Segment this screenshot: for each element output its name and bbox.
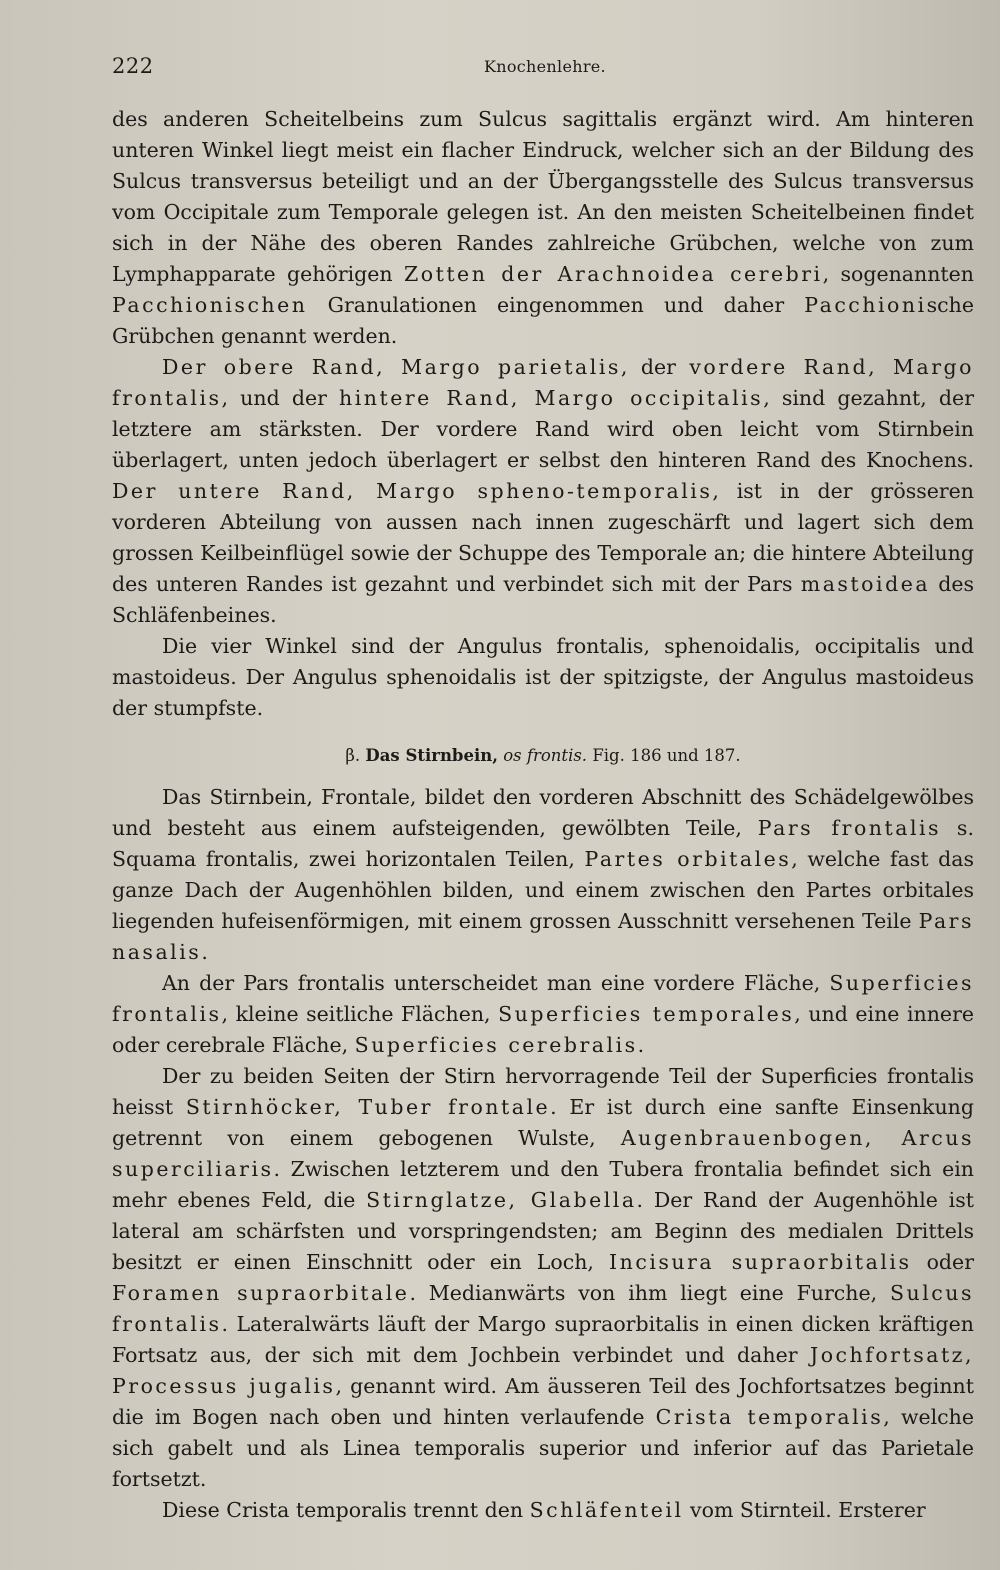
text-run: . Er ist durch eine sanfte Einsenkung getrennt von einem gebogenen Wulste, <box>112 1095 975 1150</box>
text-run: s. Squama frontalis, zwei horizontalen Teilen, <box>112 816 974 871</box>
text-run: . <box>637 1033 645 1057</box>
spaced-term: Jochfortsatz, Processus jugalis <box>112 1343 974 1398</box>
paragraph <box>112 782 974 968</box>
page-header <box>112 54 972 88</box>
text-run: sche Grübchen genannt werden. <box>112 293 974 348</box>
paragraph <box>112 1495 974 1526</box>
spaced-term: Pacchioni <box>804 293 927 317</box>
text-run: , welche fast das ganze Dach der Augenhöhlen bilden, und einem zwischen den Partes orbitales liegenden hufeisenförmigen, mit einem grossen Ausschnitt versehenen Teile <box>112 847 974 933</box>
page-body <box>112 104 974 1526</box>
paragraph <box>112 352 974 631</box>
spaced-term: Superficies frontalis <box>112 971 974 1026</box>
paragraph <box>112 631 974 724</box>
spaced-term: Partes orbitales <box>584 847 792 871</box>
spaced-term: Crista temporalis <box>655 1405 884 1429</box>
spaced-term: Stirnhöcker, Tuber frontale <box>185 1095 551 1119</box>
text-run: Das Stirnbein, Frontale, bildet den vorderen Abschnitt des Schädelgewölbes und besteht aus einem aufsteigenden, gewölbten Teile, <box>112 785 974 840</box>
figure-reference: Fig. 186 und 187. <box>592 746 741 765</box>
spaced-term: Foramen supraorbitale <box>112 1281 410 1305</box>
section-latin-name: os frontis. <box>503 746 588 765</box>
spaced-term: hintere Rand, Margo occipitalis <box>339 386 764 410</box>
spaced-term: Pars nasalis <box>112 909 974 964</box>
paragraph-block-2 <box>112 782 974 1526</box>
spaced-term: mastoidea <box>800 572 931 596</box>
section-marker: β. <box>345 746 361 765</box>
spaced-term: vordere Rand, Margo frontalis <box>112 355 975 410</box>
text-run: Diese Crista temporalis trennt den <box>162 1498 530 1522</box>
text-run: Die vier Winkel sind der Angulus frontalis, sphenoidalis, occipitalis und mastoideus. Der Angulus sphenoidalis ist der spitzigste, der Angulus mastoideus der stumpfste. <box>112 634 974 720</box>
text-run: , kleine seitliche Flächen, <box>221 1002 499 1026</box>
page-number: 222 <box>112 54 154 78</box>
text-run: , ist in der grösseren vorderen Abteilung von aussen nach innen zugeschärft und lagert sich dem grossen Keilbeinflügel sowie der Schuppe des Temporale an; die hintere Abteilung des unteren Randes ist gezahnt und verbindet sich mit der Pars <box>112 479 974 596</box>
text-run: An der Pars frontalis unterscheidet man eine vordere Fläche, <box>162 971 830 995</box>
paragraph <box>112 968 974 1061</box>
text-run: , der <box>620 355 690 379</box>
text-run: . Lateralwärts läuft der Margo supraorbitalis in einen dicken kräftigen Fortsatz aus, der sich mit dem Jochbein verbindet und daher <box>112 1312 974 1367</box>
spaced-term: Augenbrauenbogen, Arcus superciliaris <box>112 1126 974 1181</box>
text-run: . <box>201 940 208 964</box>
spaced-term: Zotten der Arachnoidea cerebri <box>404 262 823 286</box>
spaced-term: Stirnglatze, Glabella <box>366 1188 637 1212</box>
text-run: oder <box>911 1250 974 1274</box>
running-title: Knochenlehre. <box>484 57 606 76</box>
paragraph <box>112 104 974 352</box>
text-run: Granulationen eingenommen und daher <box>307 293 805 317</box>
spaced-term: Der untere Rand, Margo spheno-temporalis <box>112 479 713 503</box>
text-run: Der zu beiden Seiten der Stirn hervorragende Teil der Superficies frontalis heisst <box>112 1064 974 1119</box>
section-title: Das Stirnbein, <box>365 746 498 765</box>
spaced-term: Superficies cerebralis <box>354 1033 638 1057</box>
text-run: , welche sich gabelt und als Linea temporalis superior und inferior auf das Parietale fortsetzt. <box>112 1405 974 1491</box>
text-run: , und eine innere oder cerebrale Fläche, <box>112 1002 974 1057</box>
spaced-term: Sulcus frontalis <box>112 1281 975 1336</box>
paragraph <box>112 1061 974 1495</box>
spaced-term: Der obere Rand, Margo parietalis <box>162 355 621 379</box>
spaced-term: Pacchionischen <box>112 293 308 317</box>
text-run: . Der Rand der Augenhöhle ist lateral am schärfsten und vorspringendsten; am Beginn des medialen Drittels besitzt er einen Einschnitt oder ein Loch, <box>112 1188 974 1274</box>
text-run: , sind gezahnt, der letztere am stärksten. Der vordere Rand wird oben leicht vom Stirnbein überlagert, unten jedoch überlagert er selbst den hinteren Rand des Knochens. <box>112 386 974 472</box>
text-run: , und der <box>221 386 339 410</box>
text-run: , sogenannten <box>822 262 974 286</box>
spaced-term: Incisura supraorbitalis <box>609 1250 912 1274</box>
spaced-term: Schläfenteil <box>529 1498 684 1522</box>
spaced-term: Superficies temporales <box>498 1002 795 1026</box>
text-run: des Schläfenbeines. <box>112 572 974 627</box>
text-run: . Zwischen letzterem und den Tubera frontalia befindet sich ein mehr ebenes Feld, die <box>112 1157 974 1212</box>
text-run: vom Stirnteil. Ersterer <box>683 1498 926 1522</box>
text-run: des anderen Scheitelbeins zum Sulcus sagittalis ergänzt wird. Am hinteren unteren Winkel liegt meist ein flacher Eindruck, welcher sich an der Bildung des Sulcus transversus beteiligt und an der Übergangsstelle des Sulcus transversus vom Occipitale zum Temporale gelegen ist. An den meisten Scheitelbeinen findet sich in der Nähe des oberen Randes zahlreiche Grübchen, welche von zum Lymphapparate gehörigen <box>112 107 974 286</box>
text-run: , genannt wird. Am äusseren Teil des Jochfortsatzes beginnt die im Bogen nach oben und hinten verlaufende <box>112 1374 975 1429</box>
section-heading <box>112 744 974 768</box>
paragraph-block-1 <box>112 104 974 724</box>
text-run: . Medianwärts von ihm liegt eine Furche, <box>409 1281 890 1305</box>
spaced-term: Pars frontalis <box>757 816 942 840</box>
